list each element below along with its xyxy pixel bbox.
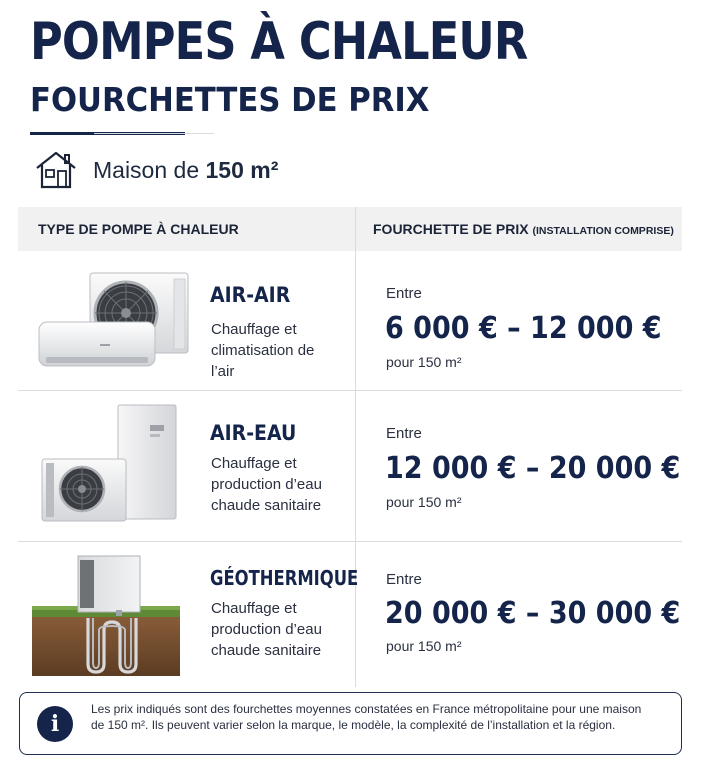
house-size-label (93, 157, 278, 184)
price-entre: Entre (386, 571, 422, 588)
col-price-header-label: FOURCHETTE DE PRIX (373, 221, 529, 237)
price-entre: Entre (386, 425, 422, 442)
price-per-area: pour 150 m² (386, 494, 462, 510)
house-icon (34, 150, 78, 190)
table-row-air-eau (18, 391, 682, 541)
pump-desc-air-air: Chauffage et climatisation de l’air (211, 321, 315, 380)
pump-name-air-eau: AIR-EAU (210, 421, 297, 445)
price-range-geothermique: 20 000 € – 30 000 € (385, 596, 681, 631)
page-subtitle: FOURCHETTES DE PRIX (30, 80, 430, 119)
price-range-air-eau: 12 000 € – 20 000 € (385, 451, 681, 486)
info-icon: i (37, 706, 73, 742)
price-per-area: pour 150 m² (386, 354, 462, 370)
house-label-size: 150 m² (205, 157, 279, 183)
air-water-unit-image (38, 403, 203, 523)
pump-desc-geothermique: Chauffage et production d’eau chaude sanitaire (211, 600, 322, 659)
pump-name-air-air: AIR-AIR (210, 283, 291, 307)
price-per-area: pour 150 m² (386, 638, 462, 654)
title-underline-fade (94, 133, 214, 134)
col-price-header-note: (INSTALLATION COMPRISE) (532, 225, 674, 237)
pump-name-geothermique: GÉOTHERMIQUE (210, 566, 359, 590)
house-label-prefix: Maison de (93, 157, 206, 183)
price-range-air-air: 6 000 € – 12 000 € (385, 311, 662, 346)
col-type-header: TYPE DE POMPE À CHALEUR (38, 221, 239, 237)
geothermal-unit-image (30, 552, 182, 678)
price-table (18, 207, 682, 687)
info-note-text: Les prix indiqués sont des fourchettes moyennes constatées en France métropolitaine pour une maison de 150 m². Ils peuvent varier selon la marque, le modèle, la complexité de l’installation et la région. (91, 702, 642, 732)
page-title: POMPES À CHALEUR (30, 12, 528, 72)
table-row-geothermique (18, 542, 682, 687)
table-row-air-air (18, 251, 682, 390)
air-air-unit-image (36, 271, 196, 373)
col-price-header (373, 221, 674, 237)
table-header (18, 207, 682, 251)
info-note (19, 692, 682, 755)
price-entre: Entre (386, 285, 422, 302)
pump-desc-air-eau: Chauffage et production d’eau chaude sanitaire (211, 455, 322, 514)
